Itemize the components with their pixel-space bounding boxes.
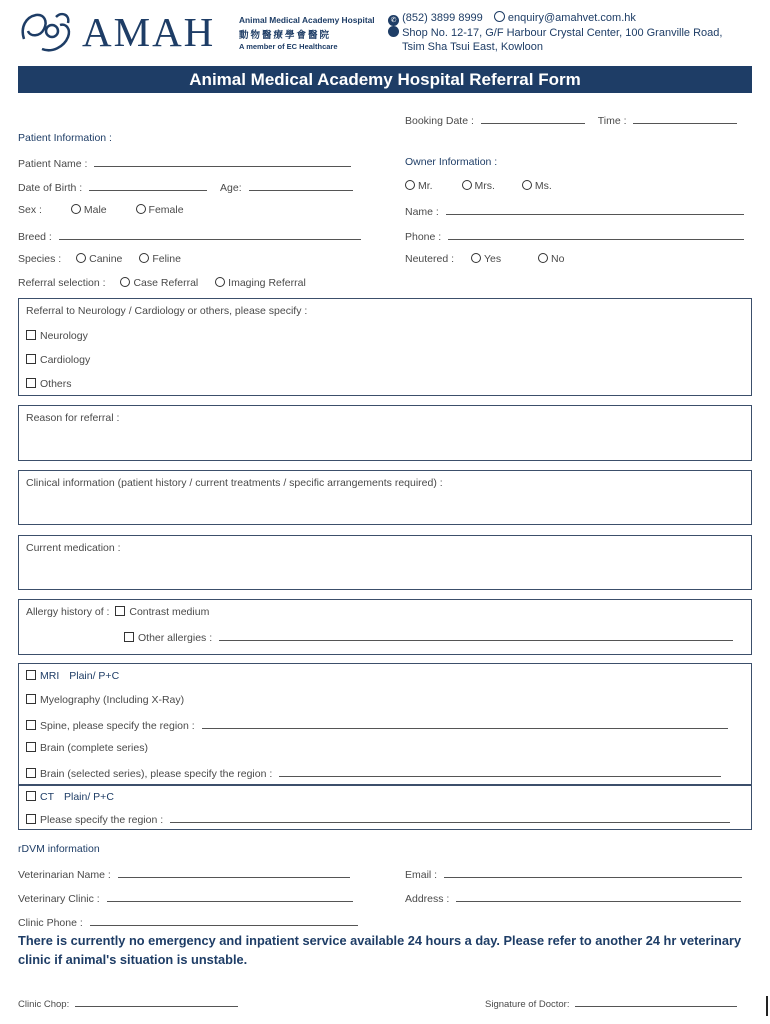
species-row <box>18 253 181 265</box>
medication-box[interactable] <box>18 535 752 590</box>
time-label: Time : <box>597 115 627 127</box>
checkbox-icon <box>26 742 36 752</box>
checkbox-icon <box>124 632 134 642</box>
address-line2: Tsim Sha Tsui East, Kowloon <box>402 41 544 53</box>
checkbox-icon <box>26 694 36 704</box>
clinic-chop-label: Clinic Chop: <box>18 999 70 1010</box>
booking-date-label: Booking Date : <box>405 115 474 127</box>
referral-selection-row <box>18 277 306 289</box>
vet-name-label: Veterinarian Name : <box>18 869 111 881</box>
spine-region-field[interactable] <box>202 718 728 729</box>
header <box>0 0 770 60</box>
rdvm-email-label: Email : <box>405 869 438 881</box>
checkbox-icon <box>26 354 36 364</box>
medication-label: Current medication : <box>26 542 121 554</box>
email-address[interactable]: enquiry@amahvet.com.hk <box>507 12 636 24</box>
booking-row <box>405 113 737 127</box>
phone-number[interactable]: (852) 3899 8999 <box>402 12 483 24</box>
rdvm-email-row <box>405 867 742 881</box>
vet-name-field[interactable] <box>118 867 350 878</box>
sex-label: Sex : <box>18 204 42 216</box>
rdvm-email-field[interactable] <box>444 867 742 878</box>
service-notice: There is currently no emergency and inpatient service available 24 hours a day. Please refer to another 24 hr veterinary clinic if animal's situation is unstable. <box>18 933 742 967</box>
sex-male-option[interactable]: Male <box>71 204 107 216</box>
brain-selected-option[interactable]: Brain (selected series), please specify the region : <box>26 768 272 780</box>
owner-name-field[interactable] <box>446 204 744 215</box>
clinic-phone-label: Clinic Phone : <box>18 917 83 929</box>
dob-row <box>18 180 353 194</box>
other-allergies-option[interactable]: Other allergies : <box>124 632 212 644</box>
myelography-option[interactable]: Myelography (Including X-Ray) <box>26 694 184 706</box>
hospital-name: Animal Medical Academy Hospital <box>239 15 375 25</box>
sex-row <box>18 204 184 216</box>
others-option[interactable]: Others <box>26 378 72 390</box>
radio-icon <box>215 277 225 287</box>
owner-phone-label: Phone : <box>405 231 442 243</box>
rdvm-address-row <box>405 891 741 905</box>
patient-name-field[interactable] <box>94 156 351 167</box>
breed-field[interactable] <box>59 229 361 240</box>
neurology-option[interactable]: Neurology <box>26 330 88 342</box>
checkbox-icon <box>26 670 36 680</box>
dob-field[interactable] <box>89 180 207 191</box>
hospital-name-zh: 動物醫療學會醫院 <box>239 30 332 41</box>
breed-row <box>18 229 361 243</box>
neutered-yes-option[interactable]: Yes <box>471 253 501 265</box>
radio-icon <box>71 204 81 214</box>
other-allergies-row <box>124 630 733 644</box>
title-mr-option[interactable]: Mr. <box>405 180 433 192</box>
reason-label: Reason for referral : <box>26 412 120 424</box>
radio-icon <box>462 180 472 190</box>
neutered-no-option[interactable]: No <box>538 253 564 265</box>
species-label: Species : <box>18 253 62 265</box>
mri-box <box>18 663 752 785</box>
email-icon <box>494 11 505 22</box>
owner-name-label: Name : <box>405 206 439 218</box>
time-field[interactable] <box>633 113 737 124</box>
sex-female-option[interactable]: Female <box>136 204 184 216</box>
checkbox-icon <box>26 378 36 388</box>
neutered-row <box>405 253 564 265</box>
clinical-box[interactable] <box>18 470 752 525</box>
other-allergies-field[interactable] <box>219 630 733 641</box>
checkbox-icon <box>26 814 36 824</box>
owner-phone-row <box>405 229 744 243</box>
checkbox-icon <box>26 768 36 778</box>
contact-phone-row <box>388 11 636 26</box>
rdvm-address-field[interactable] <box>456 891 741 902</box>
clinic-chop-field[interactable] <box>75 996 238 1007</box>
checkbox-icon <box>26 791 36 801</box>
specialty-box <box>18 298 752 396</box>
contrast-medium-option[interactable]: Contrast medium <box>115 606 209 618</box>
brain-region-field[interactable] <box>279 766 721 777</box>
member-text: A member of EC Healthcare <box>239 42 338 51</box>
mri-option[interactable]: MRI Plain/ P+C <box>26 670 119 682</box>
allergy-box <box>18 599 752 655</box>
dob-label: Date of Birth : <box>18 182 83 194</box>
referral-selection-label: Referral selection : <box>18 277 106 289</box>
species-feline-option[interactable]: Feline <box>139 253 181 265</box>
rdvm-address-label: Address : <box>405 893 450 905</box>
owner-phone-field[interactable] <box>448 229 744 240</box>
patient-name-label: Patient Name : <box>18 158 88 170</box>
owner-section-title: Owner Information : <box>405 156 498 168</box>
signature-field[interactable] <box>575 996 737 1007</box>
reason-box[interactable] <box>18 405 752 461</box>
radio-icon <box>538 253 548 263</box>
booking-date-field[interactable] <box>481 113 585 124</box>
vet-clinic-row <box>18 891 353 905</box>
logo-text: AMAH <box>82 9 216 55</box>
age-field[interactable] <box>249 180 353 191</box>
checkbox-icon <box>115 606 125 616</box>
radio-icon <box>522 180 532 190</box>
allergy-row <box>26 606 209 618</box>
ct-mode: Plain/ P+C <box>64 791 114 803</box>
location-icon <box>388 26 399 37</box>
clinic-phone-field[interactable] <box>90 915 358 926</box>
rdvm-section-title: rDVM information <box>18 843 100 855</box>
ct-region-field[interactable] <box>170 812 730 823</box>
vet-clinic-field[interactable] <box>107 891 353 902</box>
brain-complete-option[interactable]: Brain (complete series) <box>26 742 148 754</box>
radio-icon <box>405 180 415 190</box>
radio-icon <box>139 253 149 263</box>
ct-region-row <box>26 812 730 826</box>
cardiology-option[interactable]: Cardiology <box>26 354 90 366</box>
age-label: Age: <box>220 182 242 194</box>
breed-label: Breed : <box>18 231 52 243</box>
radio-icon <box>471 253 481 263</box>
logo-emblem-icon <box>16 9 76 57</box>
radio-icon <box>136 204 146 214</box>
ct-region-option[interactable]: Please specify the region : <box>26 814 163 826</box>
clinical-label: Clinical information (patient history / current treatments / specific arrangements required) : <box>26 477 443 489</box>
vet-name-row <box>18 867 350 881</box>
checkbox-icon <box>26 720 36 730</box>
patient-section-title: Patient Information : <box>18 132 112 144</box>
form-title: Animal Medical Academy Hospital Referral Form <box>18 66 752 93</box>
signature-label: Signature of Doctor: <box>485 999 570 1010</box>
neutered-label: Neutered : <box>405 253 455 265</box>
title-mrs-option[interactable]: Mrs. <box>462 180 495 192</box>
page-edge-mark <box>766 996 768 1016</box>
checkbox-icon <box>26 330 36 340</box>
imaging-referral-option[interactable]: Imaging Referral <box>215 277 306 289</box>
spine-row <box>26 718 728 732</box>
radio-icon <box>120 277 130 287</box>
mri-mode: Plain/ P+C <box>69 670 120 682</box>
species-canine-option[interactable]: Canine <box>76 253 122 265</box>
ct-box <box>18 785 752 830</box>
specialty-label: Referral to Neurology / Cardiology or others, please specify : <box>26 305 308 317</box>
ct-option[interactable]: CT Plain/ P+C <box>26 791 114 803</box>
clinic-phone-row <box>18 915 358 929</box>
radio-icon <box>76 253 86 263</box>
clinic-chop-row <box>18 996 238 1010</box>
owner-name-row <box>405 204 744 218</box>
address-line1: Shop No. 12-17, G/F Harbour Crystal Center, 100 Granville Road, <box>402 27 723 39</box>
patient-name-row <box>18 156 351 170</box>
owner-title-row <box>405 180 552 192</box>
phone-icon: ✆ <box>388 15 399 26</box>
brain-selected-row <box>26 766 721 780</box>
vet-clinic-label: Veterinary Clinic : <box>18 893 100 905</box>
allergy-label: Allergy history of : <box>26 606 110 618</box>
signature-row <box>485 996 737 1010</box>
spine-option[interactable]: Spine, please specify the region : <box>26 720 195 732</box>
title-ms-option[interactable]: Ms. <box>522 180 552 192</box>
address-row <box>388 26 722 39</box>
case-referral-option[interactable]: Case Referral <box>120 277 198 289</box>
